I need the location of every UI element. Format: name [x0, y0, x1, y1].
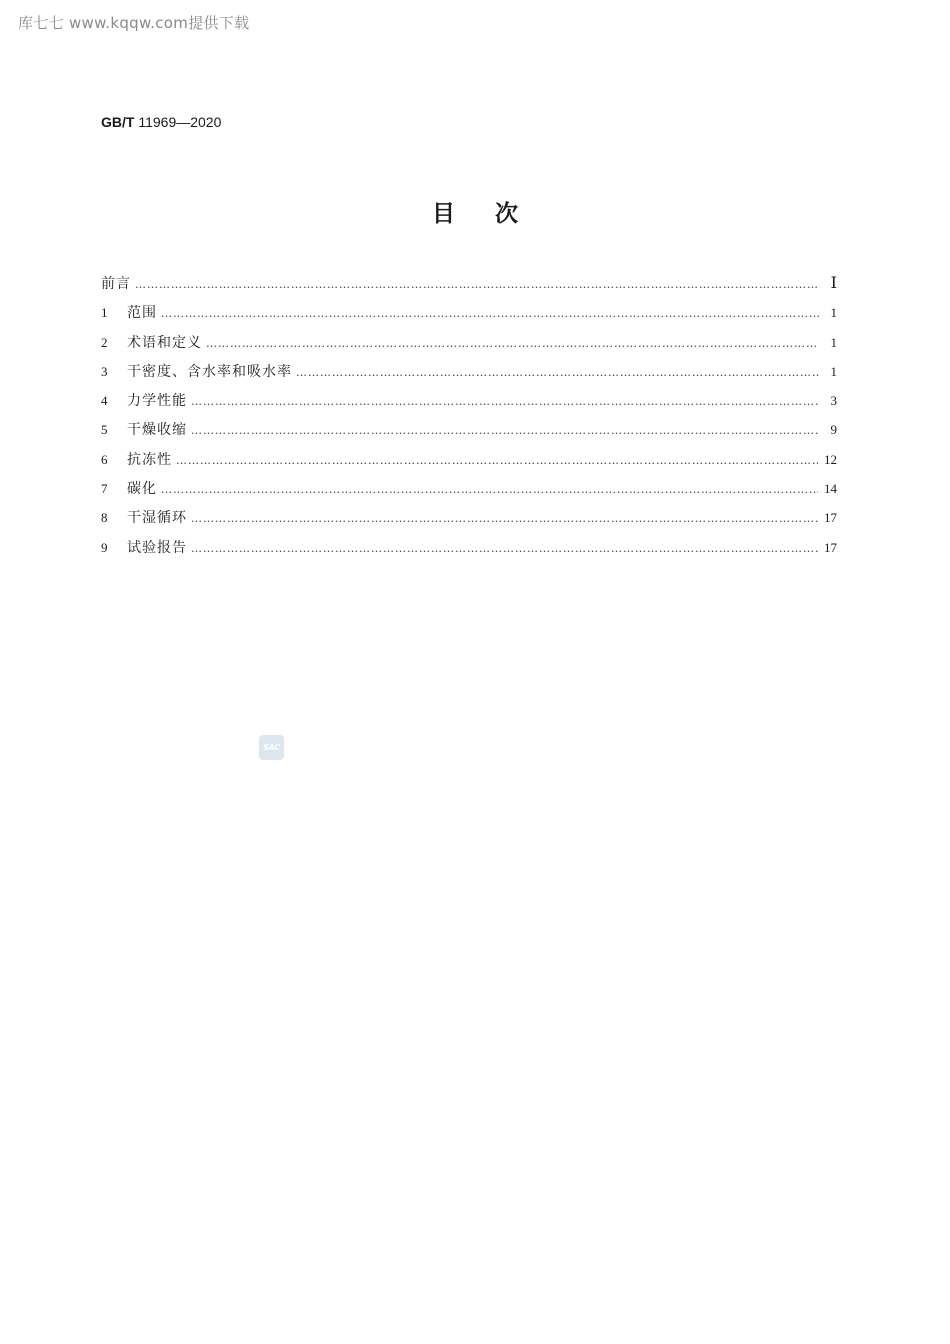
toc-leader-dots [191, 507, 818, 531]
standard-code: 11969—2020 [138, 114, 222, 130]
toc-entry-number: 8 [101, 510, 108, 526]
sac-logo-icon: SAC [259, 735, 284, 760]
toc-entry-5[interactable] [101, 418, 837, 447]
toc-entry-page: 1 [830, 305, 837, 321]
toc-leader-dots [296, 361, 819, 385]
toc-entry-label: 干湿循环 [127, 510, 187, 527]
toc-entry-number: 1 [101, 305, 108, 321]
toc-entry-4[interactable] [101, 389, 837, 418]
standard-number [101, 114, 221, 130]
toc-entry-3[interactable] [101, 360, 837, 389]
toc-entry-number: 4 [101, 393, 108, 409]
toc-entry-1[interactable] [101, 301, 837, 330]
toc-entry-number: 3 [101, 363, 108, 379]
toc-entry-label: 碳化 [127, 481, 157, 498]
toc-leader-dots [176, 449, 818, 473]
toc-entry-2[interactable] [101, 331, 837, 360]
toc-entry-page: 9 [830, 422, 837, 438]
toc-entry-label: 干密度、含水率和吸水率 [127, 363, 292, 380]
toc-entry-label: 试验报告 [127, 539, 187, 556]
toc-entry-page: 12 [824, 451, 837, 467]
toc-entry-6[interactable] [101, 448, 837, 477]
table-of-contents [101, 272, 837, 565]
toc-leader-dots [161, 302, 819, 326]
toc-entry-number: 9 [101, 539, 108, 555]
toc-entry-foreword[interactable] [101, 272, 837, 301]
toc-title [0, 195, 950, 228]
toc-leader-dots [206, 332, 819, 356]
toc-entry-label: 术语和定义 [127, 334, 202, 351]
toc-leader-dots [161, 478, 818, 502]
toc-leader-dots [135, 273, 819, 297]
toc-entry-number: 7 [101, 481, 108, 497]
toc-entry-label: 抗冻性 [127, 451, 172, 468]
toc-entry-label: 范围 [127, 305, 157, 322]
toc-entry-8[interactable] [101, 506, 837, 535]
toc-title-part-1: 目 [432, 201, 455, 227]
toc-leader-dots [191, 419, 819, 443]
toc-entry-page: Ⅰ [830, 275, 837, 292]
toc-leader-dots [191, 537, 818, 561]
toc-entry-page: 17 [824, 510, 837, 526]
toc-entry-label: 力学性能 [127, 393, 187, 410]
standard-prefix: GB/T [101, 114, 135, 130]
toc-entry-number: 5 [101, 422, 108, 438]
toc-entry-page: 3 [830, 393, 837, 409]
toc-entry-page: 14 [824, 481, 837, 497]
toc-title-part-2: 次 [495, 201, 518, 227]
toc-entry-number: 6 [101, 451, 108, 467]
toc-entry-page: 1 [830, 334, 837, 350]
toc-entry-label: 前言 [101, 276, 131, 292]
toc-entry-9[interactable] [101, 536, 837, 565]
download-watermark: 库七七 www.kqqw.com提供下载 [18, 14, 250, 32]
toc-entry-page: 17 [824, 539, 837, 555]
toc-entry-label: 干燥收缩 [127, 422, 187, 439]
toc-entry-page: 1 [830, 363, 837, 379]
toc-leader-dots [191, 390, 819, 414]
toc-entry-number: 2 [101, 334, 108, 350]
toc-entry-7[interactable] [101, 477, 837, 506]
